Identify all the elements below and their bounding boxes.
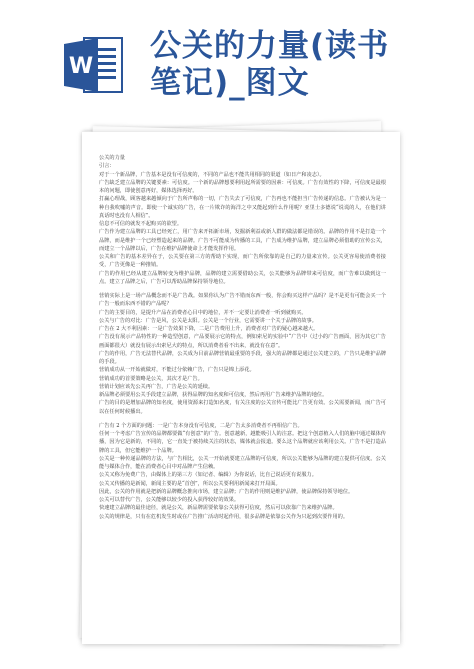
- word-document-icon: [64, 34, 124, 96]
- document-paragraph: 任何一个考虑广告宣传的品牌都要做“有创意”的广告。创意越新，越能吸引人的注意。把这个创意植入人们的脑中通过媒体传播，因为它是新的，不同的，它一直处于被持续关注的状态，媒体就会报道。要么这个品牌就应该利用公关。广告不是打造品牌的工具，但它能维护一个品牌。: [99, 431, 386, 454]
- document-paragraph: 公关是一种传递品牌的方法，与广告相比，公关一开始就要建立品牌的可信度，所以公关能够为品牌的建立提供可信度。公关能与媒体合作，能在消费者心目中对品牌产生信赖。: [99, 455, 386, 470]
- document-paragraph: 公关和广告的基本差异在于，公关要在第三方的帮助下实现，而广告所依靠的是自己的力量来宣传。公关更容易使消费者接受，广告更像是一种推销。: [99, 254, 386, 269]
- document-page: [82, 132, 400, 644]
- document-paragraph: 引言：: [99, 163, 115, 170]
- document-paragraph: 广告的作用已经从建立品牌转变为维护品牌，品牌的建立需要借助公关，公关能够为品牌带来可信度，而广告难以做到这一点。建立了品牌之后，广告可以帮助品牌保持领导地位。: [99, 270, 386, 285]
- document-paragraph: 营销实际上是一场产品概念而不是广告战。如果你认为广告不错而东西一般，你会购买这样产品吗？是不是更有可能会买一个广告一般而东西不错的产品呢？: [99, 293, 386, 308]
- title-line-2: 笔记)_图文: [150, 65, 310, 101]
- document-paragraph: 公关与广告的对比：广告是风，公关是太阳。公关是一个行业，它需要讲一个关于品牌的故事。: [99, 317, 317, 324]
- document-paragraph: 广告有 2 个方面的问题：一是广告本身没有可信度，二是广告太多消费者不再相信广告。: [99, 422, 303, 429]
- document-paragraph: 公关又传播的是新闻，新闻主要的是“首创”，所以公关要利用新闻来打开局面。: [99, 480, 281, 487]
- svg-text:W: W: [68, 54, 94, 79]
- document-paragraph: 广告的目的是增加品牌的知名度，使用资源来打造知名度，有关注度的公关宣传可能比广告更有效。公关需要新闻，而广告可以在任何时候播出。: [99, 400, 386, 415]
- document-paragraph: 营销成功的首要策略是公关，其次才是广告。: [99, 375, 203, 382]
- document-paragraph: 广告在 2 大不利因素：一是广告效果下降，二是广告费用上升，消费者对广告的疑心越来越大。: [99, 326, 319, 332]
- document-paragraph: 营销成功从一开始就做对，不能过分依赖广告，广告只是锦上添花。: [99, 367, 255, 374]
- document-preview: [82, 132, 400, 644]
- header-banner: [0, 0, 474, 130]
- document-paragraph: 信息不可信的就发不起购买的欲望。: [99, 221, 183, 227]
- document-paragraph: 广告的作用，广告无法替代品牌，公关成为目前品牌营销最重要的手段，强大的品牌都是通过公关建立的，广告只是维护品牌的手段。: [99, 350, 386, 365]
- document-paragraph: 新品牌必须要用公关手段建立品牌，获得品牌的知名度和可信度，然后再用广告来维护品牌的地位。: [99, 392, 328, 398]
- document-paragraph: 广告的主要目的，是提升产品在消费者心目中的地位，并不一定要让消费者一听到就购买。: [99, 309, 307, 316]
- document-paragraph: 公关的力量: [99, 155, 125, 161]
- title-line-1: 公关的力量(读书: [150, 28, 390, 64]
- document-paragraph: 因此，公关的作用就是把新的品牌概念推向市场，建立品牌；广告的作用则是维护品牌，使品牌保持领导地位。: [99, 488, 354, 495]
- document-paragraph: 广告作为建立品牌的工具已经死亡，用广告来开拓新市场，发掘新利益或新人群的做法都是错误的。品牌的作用不是打造一个品牌，而是维护一个已经塑造起来的品牌。广告不可能成为传播的工具，广告成为维护品牌，建立品牌必须借助的宣传公关，而建立一个品牌以后，广告在维护品牌使命上才能发挥作用。: [99, 229, 386, 252]
- document-paragraph: 广告缺乏建立品牌的关键要素：可信度。一个新的品牌想要利用起所需要的因素：可信度。广告有效性的下降，可信度是最根本的问题，即使创意再好，媒体选择再好。: [99, 179, 386, 194]
- document-paragraph: 快速建立品牌的最佳途径，就是公关，新品牌需要依靠公关获得可信度，然后可以依靠广告来维护品牌。: [99, 505, 338, 512]
- document-paragraph: 广告没有展示产品特性的一种造型创意，产品要展示它的特点，例如索尼的实验中“广告中（过小的广告画面，因为其它广告画面都很大）就没有展示出索尼大的特点，所以消费者看不出来，就没有在意”。: [99, 334, 386, 349]
- document-paragraph: 对于一个新品牌，广告基本是没有可信度的，不同的产品也不能共用相同的渠道（如日产和凌志）。: [99, 171, 325, 178]
- document-paragraph: 公关又称为免费广告，由媒体上的第三方（如记者、编辑）为你说话，比自己说话更有说服力。: [99, 472, 317, 479]
- document-paragraph: 打赢心理战，顾客越来越倾向于广告所声称的一切，广告失去了可信度，广告再也不能担当广告传递的信息。广告被认为是一种自我吹嘘的声音。即使一个诚实的广告，在一片欺诈的海洋之中又能起到什么作用呢？亚里士多德说“说谎的人，在他们讲真话时也没有人相信”。: [99, 196, 386, 219]
- document-paragraph: 公关的规律是，只有在危机发生时或在广告推广活动时起作用，很多品牌是依靠公关作为只起到次要作用的。: [99, 513, 349, 520]
- document-paragraph: 公关可以替代广告，公关能够以较少的投入获得较好的效果。: [99, 497, 240, 503]
- page-title: [150, 28, 450, 102]
- document-paragraph: 营销计划应该先公关再广告，广告是公关的延续。: [99, 383, 214, 390]
